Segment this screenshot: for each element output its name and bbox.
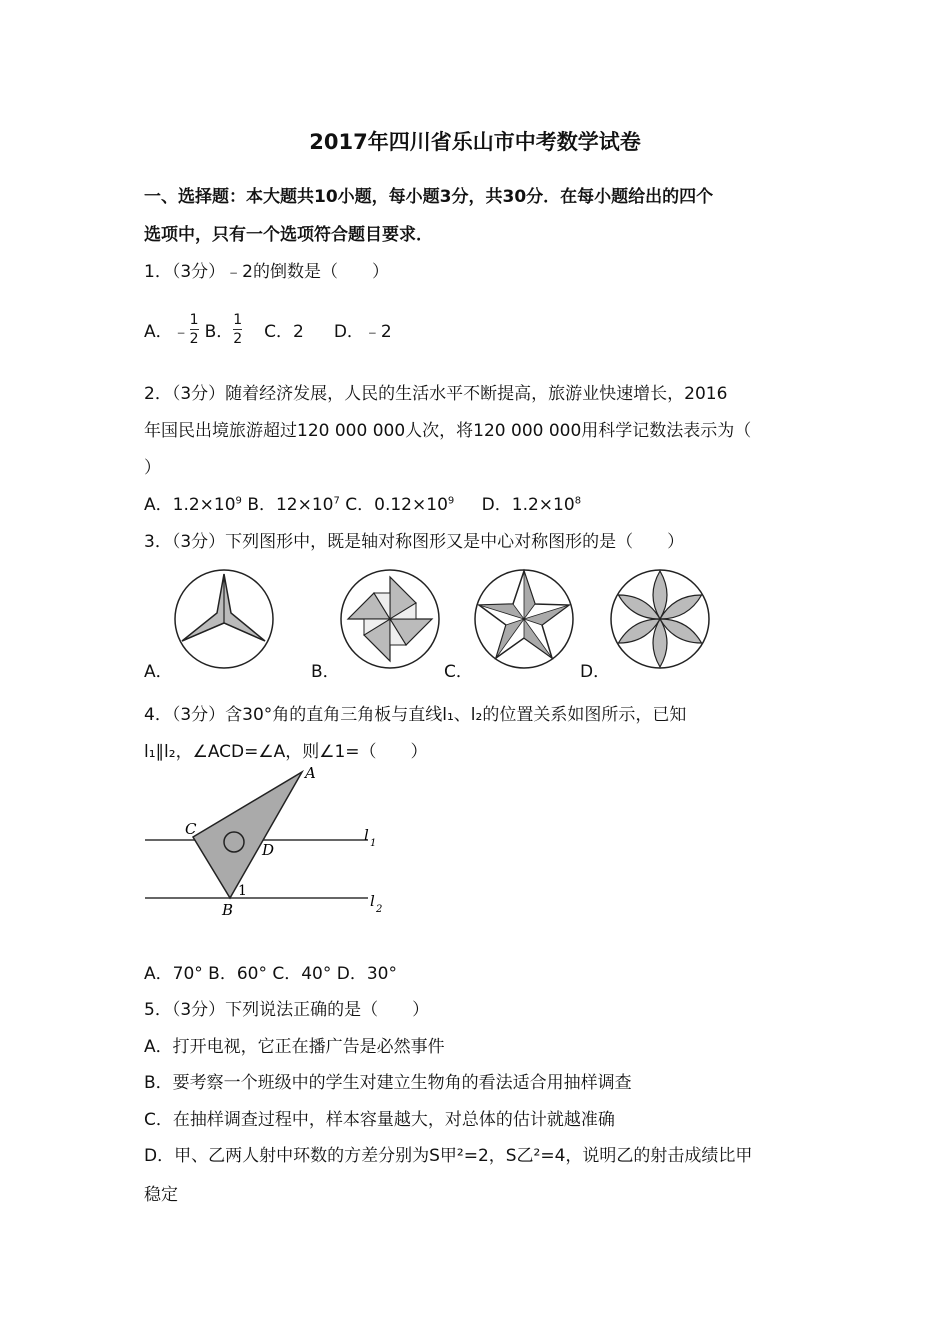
q5-option-d-line1: D．甲、乙两人射中环数的方差分别为S甲²=2，S乙²=4，说明乙的射击成绩比甲 [144, 1146, 753, 1166]
label-B: B [222, 901, 234, 919]
q3-figure-b [338, 567, 442, 671]
triangle [193, 772, 302, 898]
q5-option-b: B．要考察一个班级中的学生对建立生物角的看法适合用抽样调查 [144, 1073, 632, 1093]
q1-option-b-fraction [233, 313, 242, 346]
label-l1: l [364, 826, 369, 844]
label-A: A [305, 764, 316, 782]
q2-options [144, 490, 581, 515]
section-heading-line2: 选项中，只有一个选项符合题目要求． [144, 225, 433, 245]
q1-option-a-fraction [190, 313, 199, 346]
q5-option-a: A．打开电视，它正在播广告是必然事件 [144, 1037, 445, 1057]
q2-option-b-exponent: 7 [333, 495, 340, 507]
q3-figure-a [172, 567, 276, 671]
q2-option-c-exponent: 9 [447, 495, 455, 507]
q1-option-a-sign: ﹣ [172, 321, 190, 342]
label-l2-sub: 2 [376, 904, 383, 915]
q2-line2: 年国民出境旅游超过120 000 000人次，将120 000 000用科学记数法表示为（ [144, 421, 752, 441]
q3-figure-d [608, 567, 712, 671]
q1-option-d: D．﹣2 [333, 321, 392, 342]
q5-option-c: C．在抽样调查过程中，样本容量越大，对总体的估计就越准确 [144, 1110, 615, 1130]
q1-options [144, 306, 392, 352]
q1-stem: 1．（3分）﹣2的倒数是（ ） [144, 262, 389, 282]
q3-option-d-label: D． [580, 662, 611, 682]
q1-option-b-label: B． [204, 321, 234, 342]
section-heading-line1: 一、选择题：本大题共10小题，每小题3分，共30分．在每小题给出的四个 [144, 187, 714, 207]
label-l1-sub: 1 [370, 838, 377, 849]
q1-option-a-label: A． [144, 321, 173, 342]
q3-option-a-label: A． [144, 662, 173, 682]
q1-a-numerator: 1 [189, 311, 199, 328]
q4-options: A．70° B．60° C．40° D．30° [144, 964, 397, 984]
q1-b-denominator: 2 [233, 330, 243, 347]
q1-b-numerator: 1 [233, 311, 243, 328]
label-C: C [185, 820, 197, 838]
page-title: 2017年四川省乐山市中考数学试卷 [309, 130, 641, 154]
q3-stem: 3．（3分）下列图形中，既是轴对称图形又是中心对称图形的是（ ） [144, 532, 685, 552]
q2-option-d: D．1.2×10 [481, 495, 575, 515]
q3-figure-c [472, 567, 576, 671]
q2-option-a: A．1.2×10 [144, 495, 236, 515]
q5-option-d-line2: 稳定 [144, 1185, 178, 1205]
q2-option-c: C．0.12×10 [345, 495, 448, 515]
q2-line3: ） [144, 458, 161, 478]
q2-line1: 2．（3分）随着经济发展，人民的生活水平不断提高，旅游业快速增长，2016 [144, 384, 728, 404]
q1-a-denominator: 2 [189, 330, 199, 347]
q2-option-a-exponent: 9 [235, 495, 242, 507]
q5-stem: 5．（3分）下列说法正确的是（ ） [144, 1000, 430, 1020]
label-D: D [262, 841, 275, 859]
q1-option-c: C．2 [264, 321, 304, 342]
label-l2: l [370, 892, 375, 910]
q2-option-b: B．12×10 [247, 495, 334, 515]
q3-option-b-label: B． [311, 662, 340, 682]
q3-option-c-label: C． [444, 662, 473, 682]
q4-figure [140, 762, 400, 922]
label-angle-1: 1 [238, 883, 247, 899]
q4-line1: 4．（3分）含30°角的直角三角板与直线l₁、l₂的位置关系如图所示，已知 [144, 705, 687, 725]
q4-line2: l₁∥l₂，∠ACD=∠A，则∠1=（ ） [144, 742, 428, 762]
q2-option-d-exponent: 8 [574, 495, 582, 507]
